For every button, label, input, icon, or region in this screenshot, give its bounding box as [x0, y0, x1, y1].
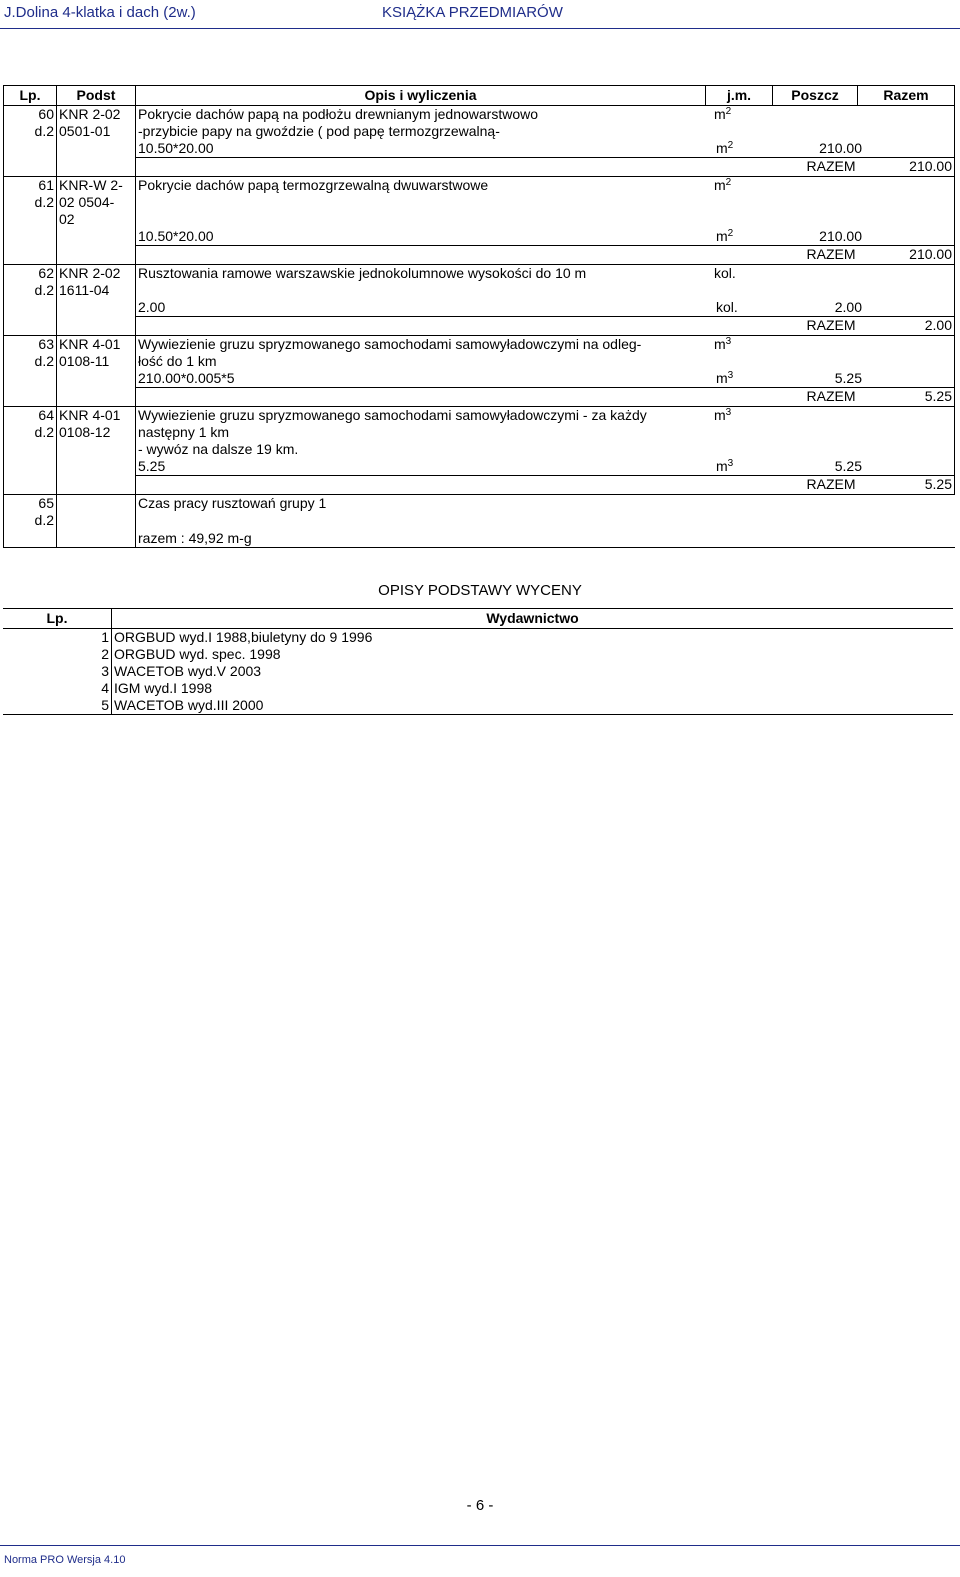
item-unit-text: m	[714, 106, 726, 122]
sources-col-lp: Lp.	[3, 609, 112, 629]
col-header-opis: Opis i wyliczenia	[136, 86, 706, 106]
item-basis-code: KNR 2-02	[59, 106, 121, 122]
table-row-item	[4, 265, 955, 317]
item-lp	[4, 265, 57, 336]
total-value: 5.25	[858, 476, 955, 495]
total-label: RAZEM	[773, 317, 858, 336]
table-row-total	[4, 246, 955, 265]
item-razem-empty	[858, 177, 955, 246]
table-row-total	[4, 476, 955, 495]
item-unit-text: m	[714, 336, 726, 352]
total-blank	[136, 158, 773, 177]
calc-value: 5.25	[834, 458, 862, 474]
item-razem-empty	[858, 407, 955, 476]
total-value: 2.00	[858, 317, 955, 336]
table-row-item-65	[4, 495, 955, 548]
item-basis-code: 0501-01	[59, 123, 111, 139]
calc-unit-text: m	[716, 228, 728, 244]
item-unit-text: m	[714, 407, 726, 423]
calc-unit-exponent: 2	[727, 140, 734, 151]
calc-unit-exponent: 3	[727, 370, 734, 381]
item-calculation	[138, 140, 862, 157]
item-number: 61	[38, 177, 54, 193]
page-number: - 6 -	[466, 1497, 494, 1514]
total-label: RAZEM	[773, 476, 858, 495]
source-publication: IGM wyd.I 1998	[114, 680, 213, 696]
item-podst	[57, 407, 136, 495]
calc-value: 2.00	[834, 299, 862, 315]
item-description-line: Pokrycie dachów papą termozgrzewalną dwuwarstwowe	[138, 177, 489, 193]
calc-unit-exponent: 2	[727, 228, 734, 239]
item-unit-text: kol.	[714, 265, 736, 281]
calc-unit	[716, 458, 733, 475]
item-razem-empty	[858, 106, 955, 158]
document-title: J.Dolina 4-klatka i dach (2w.)	[4, 4, 196, 21]
item-description-line: - wywóz na dalsze 19 km.	[138, 441, 299, 457]
item-podst	[57, 336, 136, 407]
calc-expression: 2.00	[138, 299, 166, 315]
item-opis	[136, 106, 862, 158]
item-lp	[4, 495, 57, 548]
item-note: razem : 49,92 m-g	[138, 530, 252, 546]
item-basis-code: 02 0504-	[59, 194, 115, 210]
table-row-item	[4, 336, 955, 388]
item-division: d.2	[34, 123, 54, 139]
item-number: 65	[38, 495, 54, 511]
item-unit	[714, 177, 731, 194]
spacer	[138, 194, 856, 228]
col-header-podst: Podst	[57, 86, 136, 106]
calc-expression: 210.00*0.005*5	[138, 370, 235, 386]
item-podst	[57, 495, 136, 548]
table-row-total	[4, 158, 955, 177]
item-razem-empty	[858, 265, 955, 317]
sources-section-title: OPISY PODSTAWY WYCENY	[378, 582, 582, 599]
total-label: RAZEM	[773, 388, 858, 407]
item-description-line: łość do 1 km	[138, 353, 217, 369]
calc-unit	[716, 228, 733, 245]
table-row-item	[4, 106, 955, 158]
calc-unit-text: kol.	[716, 299, 738, 315]
calc-expression: 10.50*20.00	[138, 140, 214, 156]
item-unit-text: m	[714, 177, 726, 193]
col-header-lp: Lp.	[4, 86, 57, 106]
calc-unit-text: m	[716, 370, 728, 386]
item-lp	[4, 177, 57, 265]
footer-divider	[0, 1545, 960, 1546]
table-row-total	[4, 388, 955, 407]
source-number: 2	[3, 646, 112, 663]
item-basis-code: KNR 4-01	[59, 407, 121, 423]
item-podst	[57, 106, 136, 177]
item-unit	[714, 336, 731, 353]
header-divider	[0, 28, 960, 29]
item-unit	[714, 106, 731, 123]
item-calculation	[138, 370, 862, 387]
source-publication: ORGBUD wyd.I 1988,biuletyny do 9 1996	[114, 629, 373, 645]
item-number: 62	[38, 265, 54, 281]
item-basis-code: 0108-12	[59, 424, 111, 440]
item-number: 60	[38, 106, 54, 122]
item-description-line: Rusztowania ramowe warszawskie jednokolumnowe wysokości do 10 m	[138, 265, 587, 281]
item-basis-code: KNR 2-02	[59, 265, 121, 281]
sources-row	[3, 663, 953, 680]
item-number: 64	[38, 407, 54, 423]
item-basis-code: KNR 4-01	[59, 336, 121, 352]
total-value: 5.25	[858, 388, 955, 407]
source-publication: WACETOB wyd.V 2003	[114, 663, 262, 679]
calc-expression: 5.25	[138, 458, 166, 474]
source-number: 3	[3, 663, 112, 680]
item-calculation	[138, 458, 862, 475]
calc-unit-exponent: 3	[727, 458, 734, 469]
item-podst	[57, 265, 136, 336]
total-blank	[136, 246, 773, 265]
total-value: 210.00	[858, 246, 955, 265]
source-number: 1	[3, 629, 112, 647]
item-lp	[4, 407, 57, 495]
total-label: RAZEM	[773, 246, 858, 265]
item-opis	[136, 495, 955, 548]
col-header-poszcz: Poszcz	[773, 86, 858, 106]
item-division: d.2	[34, 353, 54, 369]
col-header-jm: j.m.	[706, 86, 773, 106]
item-basis-code: 02	[59, 211, 75, 227]
item-calculation	[138, 228, 862, 245]
item-opis	[136, 407, 862, 476]
sources-row	[3, 680, 953, 697]
sources-row	[3, 697, 953, 715]
software-footer: Norma PRO Wersja 4.10	[4, 1554, 126, 1566]
item-opis	[136, 265, 862, 317]
item-razem-empty	[858, 336, 955, 388]
sources-table	[3, 608, 953, 715]
item-unit	[714, 407, 731, 424]
col-header-razem: Razem	[858, 86, 955, 106]
sources-row	[3, 646, 953, 663]
item-unit-exponent: 2	[725, 106, 732, 117]
total-blank	[136, 317, 773, 336]
item-description-line: -przybicie papy na gwoździe ( pod papę termozgrzewalną-	[138, 123, 500, 139]
calc-expression: 10.50*20.00	[138, 228, 214, 244]
table-row-item	[4, 407, 955, 476]
item-opis	[136, 336, 862, 388]
item-basis-code: 1611-04	[59, 282, 110, 298]
sources-row	[3, 629, 953, 647]
item-division: d.2	[34, 512, 54, 528]
calc-value: 5.25	[834, 370, 862, 386]
item-division: d.2	[34, 194, 54, 210]
calc-value: 210.00	[819, 140, 862, 156]
table-row-total	[4, 317, 955, 336]
source-publication: WACETOB wyd.III 2000	[112, 697, 954, 715]
item-opis	[136, 177, 862, 246]
total-value: 210.00	[858, 158, 955, 177]
total-blank	[136, 476, 773, 495]
spacer	[138, 282, 856, 299]
calc-unit	[716, 370, 733, 387]
item-basis-code: 0108-11	[59, 353, 110, 369]
source-number: 4	[3, 680, 112, 697]
document-type-title: KSIĄŻKA PRZEDMIARÓW	[382, 4, 563, 21]
item-unit-exponent: 3	[725, 407, 732, 418]
item-lp	[4, 106, 57, 177]
calc-value: 210.00	[819, 228, 862, 244]
source-publication: ORGBUD wyd. spec. 1998	[114, 646, 281, 662]
item-number: 63	[38, 336, 54, 352]
item-calculation	[138, 299, 862, 316]
source-number: 5	[3, 697, 112, 715]
item-basis-code: KNR-W 2-	[59, 177, 123, 193]
bill-of-quantities-table	[3, 85, 955, 548]
item-description-line: Pokrycie dachów papą na podłożu drewnianym jednowarstwowo	[138, 106, 539, 122]
item-description-line: Wywiezienie gruzu spryzmowanego samochodami samowyładowczymi - za każdy	[138, 407, 647, 423]
item-unit-exponent: 2	[725, 177, 732, 188]
item-description-line: Wywiezienie gruzu spryzmowanego samochodami samowyładowczymi na odleg-	[138, 336, 642, 352]
table-row-item	[4, 177, 955, 246]
sources-header-row	[3, 609, 953, 629]
item-unit	[714, 265, 736, 282]
item-lp	[4, 336, 57, 407]
item-division: d.2	[34, 424, 54, 440]
table-header-row	[4, 86, 955, 106]
total-label: RAZEM	[773, 158, 858, 177]
calc-unit	[716, 140, 733, 157]
item-unit-exponent: 3	[725, 336, 732, 347]
item-description-line: następny 1 km	[138, 424, 230, 440]
total-blank	[136, 388, 773, 407]
calc-unit-text: m	[716, 458, 728, 474]
calc-unit	[716, 299, 738, 316]
item-podst	[57, 177, 136, 265]
calc-unit-text: m	[716, 140, 728, 156]
item-division: d.2	[34, 282, 54, 298]
sources-col-wydawnictwo: Wydawnictwo	[112, 609, 954, 629]
item-description: Czas pracy rusztowań grupy 1	[138, 495, 327, 511]
